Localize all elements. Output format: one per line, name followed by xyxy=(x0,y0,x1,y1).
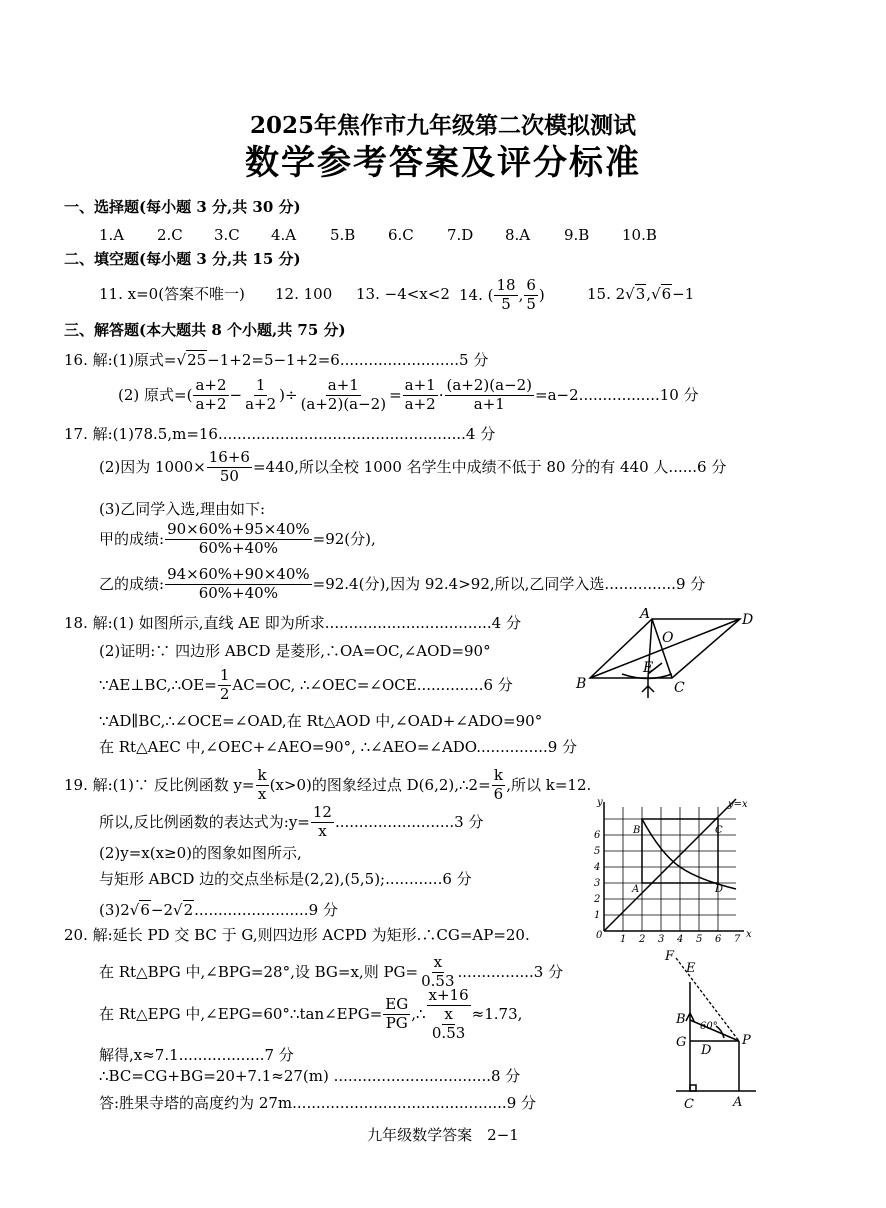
frac-num: 1 xyxy=(255,376,266,394)
text: ........................9 分 xyxy=(194,901,338,919)
fill-answer-15: 15. 2√3,√6−1 xyxy=(587,285,695,303)
rhombus-figure xyxy=(570,608,760,708)
function-graph xyxy=(586,796,758,946)
text: 甲的成绩: xyxy=(99,529,165,548)
q18-line4: ∵AD∥BC,∴∠OCE=∠OAD,在 Rt△AOD 中,∠OAD+∠ADO=90° xyxy=(99,712,543,730)
q18-line5: 在 Rt△AEC 中,∠OEC+∠AEO=90°, ∴∠AEO=∠ADO...............9 分 xyxy=(99,738,578,756)
q20-line2 xyxy=(99,955,563,990)
frac-num: k xyxy=(257,766,267,784)
mc-answer: 6.C xyxy=(388,226,414,244)
text: 所以,反比例函数的表达式为:y= xyxy=(99,812,310,831)
frac-num: x+16 xyxy=(428,986,469,1004)
mc-answer: 3.C xyxy=(214,226,240,244)
text: −1 xyxy=(672,285,695,303)
y-tick-label: 4 xyxy=(594,862,601,873)
tower-figure xyxy=(656,946,766,1111)
frac-den: (a+2)(a−2) xyxy=(300,394,387,413)
x-tick-label: 1 xyxy=(620,934,627,945)
text: (x>0)的图象经过点 D(6,2),∴2= xyxy=(269,775,491,794)
q18-line3 xyxy=(99,668,513,703)
text: = xyxy=(389,385,402,404)
text: 16. 解:(1)原式= xyxy=(64,351,177,369)
text: , xyxy=(646,285,652,303)
origin-label: 0 xyxy=(596,930,603,941)
x-tick-label: 4 xyxy=(677,934,684,945)
text: ∵AE⊥BC,∴OE= xyxy=(99,675,217,694)
radicand: 6 xyxy=(140,901,150,919)
q16-line2 xyxy=(118,378,699,413)
frac-num: 1 xyxy=(219,666,230,684)
frac-num: a+1 xyxy=(327,376,359,394)
y-tick-label: 3 xyxy=(594,878,601,889)
point-label: D xyxy=(701,1043,712,1058)
section2-heading: 二、填空题(每小题 3 分,共 15 分) xyxy=(64,250,301,268)
q19-line5: (3)2√6−2√2........................9 分 xyxy=(99,901,338,919)
x-tick-label: 3 xyxy=(658,934,665,945)
q20-line3 xyxy=(99,988,522,1041)
radicand: 25 xyxy=(187,351,207,369)
frac-den: a+2 xyxy=(195,394,227,413)
mc-answer: 4.A xyxy=(271,226,297,244)
text: 在 Rt△BPG 中,∠BPG=28°,设 BG=x,则 PG= xyxy=(99,962,419,981)
frac-num: (a+2)(a−2) xyxy=(446,376,533,394)
q20-line1: 20. 解:延长 PD 交 BC 于 G,则四边形 ACPD 为矩形.∴CG=AP=20. xyxy=(64,926,530,944)
text: ,所以 k=12. xyxy=(506,775,592,794)
point-label: E xyxy=(686,961,696,976)
q18-line2: (2)证明:∵ 四边形 ABCD 是菱形,∴OA=OC,∠AOD=90° xyxy=(99,642,491,660)
frac-den: 60%+40% xyxy=(198,583,278,602)
point-label: B xyxy=(576,676,587,692)
point-label: G xyxy=(676,1035,687,1050)
frac-num: 6 xyxy=(526,276,536,294)
point-label: P xyxy=(742,1033,751,1048)
q17-line5 xyxy=(99,567,705,602)
point-label: O xyxy=(662,630,674,646)
point-label: C xyxy=(684,1097,694,1111)
frac-den: 0.53 xyxy=(421,971,455,990)
frac-den: 50 xyxy=(219,466,239,485)
text: =92.4(分),因为 92.4>92,所以,乙同学入选...............9 分 xyxy=(312,574,706,593)
axis-label: x xyxy=(746,929,752,940)
q17-line3: (3)乙同学入选,理由如下: xyxy=(99,500,266,518)
frac-num: 18 xyxy=(496,276,516,294)
frac-den: a+2 xyxy=(245,394,277,413)
point-label: B xyxy=(633,825,641,836)
y-tick-label: 1 xyxy=(594,910,601,921)
radicand: 2 xyxy=(183,901,194,919)
q18-line1: 18. 解:(1) 如图所示,直线 AE 即为所求...................................4 分 xyxy=(64,614,521,632)
text: 在 Rt△EPG 中,∠EPG=60°∴tan∠EPG= xyxy=(99,1005,383,1024)
frac-num: a+2 xyxy=(195,376,227,394)
q17-line1: 17. 解:(1)78.5,m=16....................................................4 分 xyxy=(64,425,496,443)
point-label: A xyxy=(640,608,651,622)
point-label: B xyxy=(676,1012,686,1027)
text: 14. ( xyxy=(459,285,494,304)
frac-den: a+1 xyxy=(473,394,505,413)
radicand: 6 xyxy=(661,285,672,303)
text: .........................3 分 xyxy=(334,812,484,831)
point-label: C xyxy=(715,825,723,836)
mc-answer: 10.B xyxy=(622,226,657,244)
q16-line1: 16. 解:(1)原式=√25−1+2=5−1+2=6.........................5 分 xyxy=(64,351,489,369)
x-tick-label: 2 xyxy=(639,934,646,945)
point-label: A xyxy=(632,884,640,895)
text: 19. 解:(1)∵ 反比例函数 y= xyxy=(64,775,255,794)
text: · xyxy=(438,385,444,404)
text: ) xyxy=(538,285,545,304)
exam-title: 2025年焦作市九年级第二次模拟测试 xyxy=(249,112,636,139)
x-tick-label: 6 xyxy=(715,934,722,945)
point-label: A xyxy=(733,1095,743,1110)
fill-answer-13: 13. −4<x<2 xyxy=(356,285,450,303)
text: ,∴ xyxy=(411,1005,426,1024)
text: =440,所以全校 1000 名学生中成绩不低于 80 分的有 440 人......6 分 xyxy=(252,457,727,476)
text: , xyxy=(518,285,524,304)
mc-answer: 2.C xyxy=(157,226,183,244)
mc-answer: 7.D xyxy=(447,226,474,244)
section3-heading: 三、解答题(本大题共 8 个小题,共 75 分) xyxy=(64,321,346,339)
frac-den: a+2 xyxy=(404,394,436,413)
frac-den xyxy=(427,1006,470,1042)
frac-num: 90×60%+95×40% xyxy=(167,520,310,538)
text: =92(分), xyxy=(312,529,376,548)
frac-num: 12 xyxy=(312,803,332,821)
frac-num: 16+6 xyxy=(208,448,250,466)
frac-den: 5 xyxy=(501,294,511,313)
point-label: C xyxy=(674,680,685,696)
point-label: D xyxy=(715,884,724,895)
mc-answer: 9.B xyxy=(564,226,590,244)
y-tick-label: 5 xyxy=(594,846,601,857)
mc-answer: 5.B xyxy=(330,226,356,244)
frac-den: 60%+40% xyxy=(198,538,278,557)
frac-den: 6 xyxy=(493,784,504,803)
frac-den: 2 xyxy=(219,684,230,703)
q20-line6: 答:胜果寺塔的高度约为 27m.............................................9 分 xyxy=(99,1094,537,1112)
fill-answer-11: 11. x=0(答案不唯一) xyxy=(99,285,245,303)
frac-den: x xyxy=(257,784,267,803)
frac-den: x xyxy=(318,821,327,840)
axis-label: y xyxy=(597,797,603,808)
text: −2 xyxy=(150,901,174,919)
frac-den: PG xyxy=(385,1014,408,1033)
page-footer: 九年级数学答案 2−1 xyxy=(367,1126,519,1144)
frac-num: k xyxy=(493,766,503,784)
section1-heading: 一、选择题(每小题 3 分,共 30 分) xyxy=(64,198,301,216)
text: −1+2=5−1+2=6.........................5 分 xyxy=(207,351,489,369)
text: (3)2 xyxy=(99,901,130,919)
frac-den: 0.53 xyxy=(431,1023,466,1042)
text: )÷ xyxy=(279,385,298,404)
q20-line4: 解得,x≈7.1..................7 分 xyxy=(99,1046,294,1064)
q17-line2 xyxy=(99,450,726,485)
x-tick-label: 5 xyxy=(696,934,703,945)
q19-line3: (2)y=x(x≥0)的图象如图所示, xyxy=(99,844,302,862)
mc-answer: 8.A xyxy=(505,226,531,244)
frac-num: EG xyxy=(385,995,409,1014)
text: 乙的成绩: xyxy=(99,574,165,593)
text: 15. 2 xyxy=(587,285,626,303)
y-tick-label: 6 xyxy=(594,830,601,841)
q19-line2 xyxy=(99,805,483,840)
point-label: D xyxy=(742,612,754,628)
angle-label: 60° xyxy=(700,1021,718,1032)
x-tick-label: 7 xyxy=(734,934,741,945)
q20-line5: ∴BC=CG+BG=20+7.1≈27(m) .................................8 分 xyxy=(99,1067,521,1085)
text: ................3 分 xyxy=(457,962,564,981)
text: − xyxy=(229,385,243,404)
frac-num: x xyxy=(444,1004,453,1023)
y-tick-label: 2 xyxy=(594,894,601,905)
point-label: F xyxy=(665,949,675,964)
frac-num: 94×60%+90×40% xyxy=(167,565,310,583)
diagonal-bd xyxy=(590,619,740,678)
frac-num: x xyxy=(433,953,443,971)
frac-num: a+1 xyxy=(404,376,436,394)
q17-line4 xyxy=(99,522,376,557)
frac-den: 5 xyxy=(526,294,536,313)
fill-answer-14 xyxy=(459,278,545,313)
text: (2) 原式=( xyxy=(118,385,193,404)
q19-line4: 与矩形 ABCD 边的交点坐标是(2,2),(5,5);............6 分 xyxy=(99,870,472,888)
text: AC=OC, ∴∠OEC=∠OCE..............6 分 xyxy=(232,675,513,694)
right-angle-mark xyxy=(690,1085,696,1091)
point-label: E xyxy=(643,660,654,676)
answer-key-title: 数学参考答案及评分标准 xyxy=(245,143,641,183)
radicand: 3 xyxy=(635,285,646,303)
line-label: y=x xyxy=(728,799,748,810)
q19-line1 xyxy=(64,768,591,803)
text: =a−2.................10 分 xyxy=(535,385,699,404)
mc-answer: 1.A xyxy=(99,226,125,244)
text: ≈1.73, xyxy=(471,1005,523,1024)
fill-answer-12: 12. 100 xyxy=(275,285,333,303)
text: (2)因为 1000× xyxy=(99,457,206,476)
